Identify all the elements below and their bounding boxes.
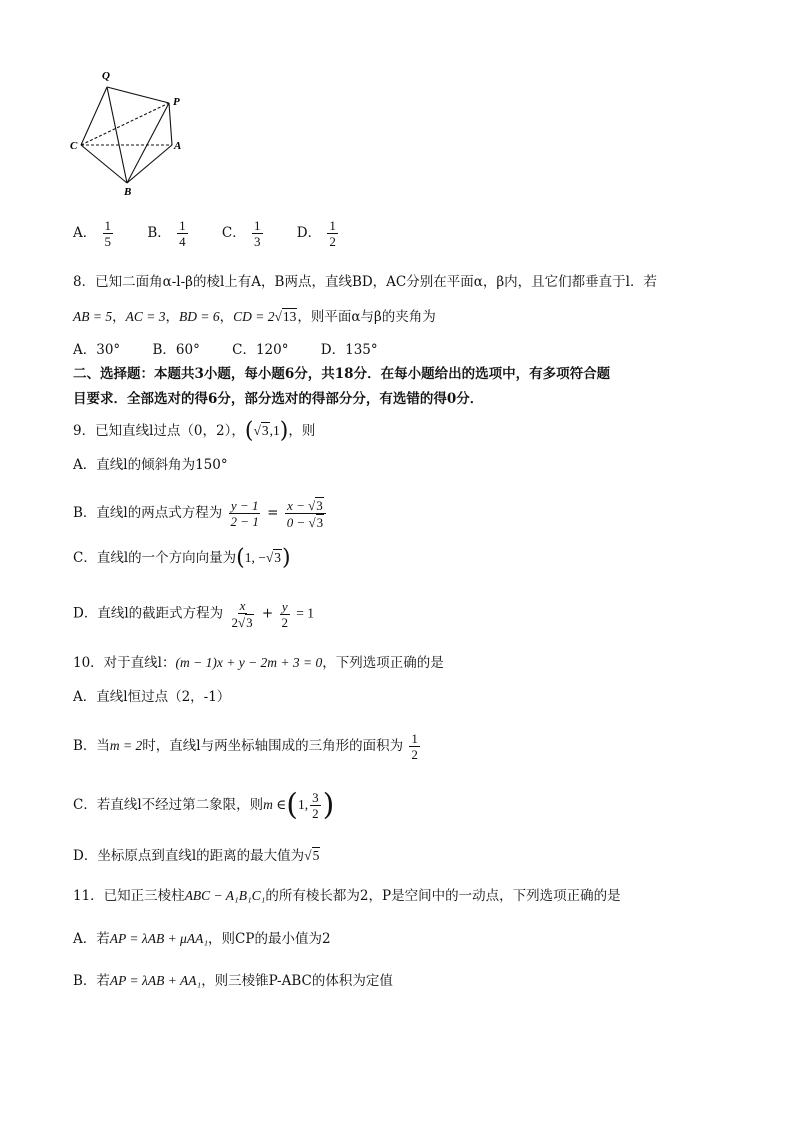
- q9-option-a[interactable]: A．直线l的倾斜角为150°: [73, 457, 228, 473]
- label-a: A: [174, 140, 182, 152]
- q7-option-a[interactable]: A． $\frac{1}{5}$: [73, 218, 112, 249]
- q8-options: [73, 340, 406, 360]
- q10-stem: 10．对于直线l：(m − 1)x + y − 2m + 3 = 0，下列选项正确的是: [73, 655, 444, 671]
- q10-option-c[interactable]: C．若直线l不经过第二象限，则m ∈(1, $\frac{3}{2}$ ): [73, 787, 335, 823]
- q7-option-d[interactable]: D． $\frac{1}{2}$: [296, 218, 336, 249]
- q10-option-a[interactable]: A．直线l恒过点（2，-1）: [73, 689, 231, 705]
- q9-stem: 9．已知直线l过点（0，2），(√3,1)，则: [73, 418, 316, 444]
- q10-option-d[interactable]: D．坐标原点到直线l的距离的最大值为√5: [73, 848, 320, 864]
- q9-option-c[interactable]: C．直线l的一个方向向量为(1, −√3): [73, 545, 291, 571]
- q7-option-b[interactable]: B． $\frac{1}{4}$: [147, 218, 186, 249]
- q8-stem-line2: AB = 5，AC = 3，BD = 6，CD = 2√13，则平面α与β的夹角为: [73, 309, 436, 325]
- edge-pa: [169, 103, 172, 145]
- q8-option-c[interactable]: C．120°: [232, 342, 289, 358]
- q9-option-d[interactable]: D．直线l的截距式方程为 $\frac{x}{2√3}$ + $\frac{y}{2}$ = 1: [73, 598, 315, 630]
- label-p: P: [173, 96, 180, 108]
- q8-option-b[interactable]: B．60°: [152, 342, 200, 358]
- edge-ab: [127, 145, 172, 183]
- q11-option-a[interactable]: A．若AP = λAB + μAA₁，则CP的最小值为2: [73, 931, 331, 947]
- q8-option-d[interactable]: D．135°: [320, 342, 378, 358]
- label-b: B: [124, 186, 132, 196]
- q7-option-c[interactable]: C． $\frac{1}{3}$: [221, 218, 261, 249]
- q8-stem-line1: 8．已知二面角α-l-β的棱l上有A，B两点，直线BD，AC分别在平面α，β内，且它们都垂直于l．若: [73, 274, 657, 290]
- q8-option-a[interactable]: A．30°: [73, 342, 121, 358]
- q9-option-b[interactable]: B．直线l的两点式方程为 $\frac{y - 1}{2 - 1}$ = $\frac{x - √3}{0 - √3}$: [73, 497, 328, 530]
- q11-stem: 11．已知正三棱柱ABC − A₁B₁C₁的所有棱长都为2，P是空间中的一动点，下列选项正确的是: [73, 888, 621, 904]
- q10-option-b[interactable]: B．当m = 2时，直线l与两坐标轴围成的三角形的面积为 $\frac{1}{2}$: [73, 731, 418, 762]
- geometry-figure: [66, 66, 186, 196]
- section2-heading-line2: 目要求．全部选对的得6分，部分选对的得部分分，有选错的得0分．: [73, 391, 484, 407]
- q7-options: [73, 218, 368, 249]
- q11-option-b[interactable]: B．若AP = λAB + AA₁，则三棱锥P-ABC的体积为定值: [73, 973, 393, 989]
- edge-cp-dashed: [81, 103, 169, 145]
- edge-qc: [81, 87, 107, 145]
- section2-heading-line1: 二、选择题：本题共3小题，每小题6分，共18分．在每小题给出的选项中，有多项符合题: [73, 366, 611, 382]
- label-q: Q: [102, 70, 110, 82]
- edge-qp: [107, 87, 169, 103]
- edge-pb: [127, 103, 169, 183]
- label-c: C: [70, 140, 78, 152]
